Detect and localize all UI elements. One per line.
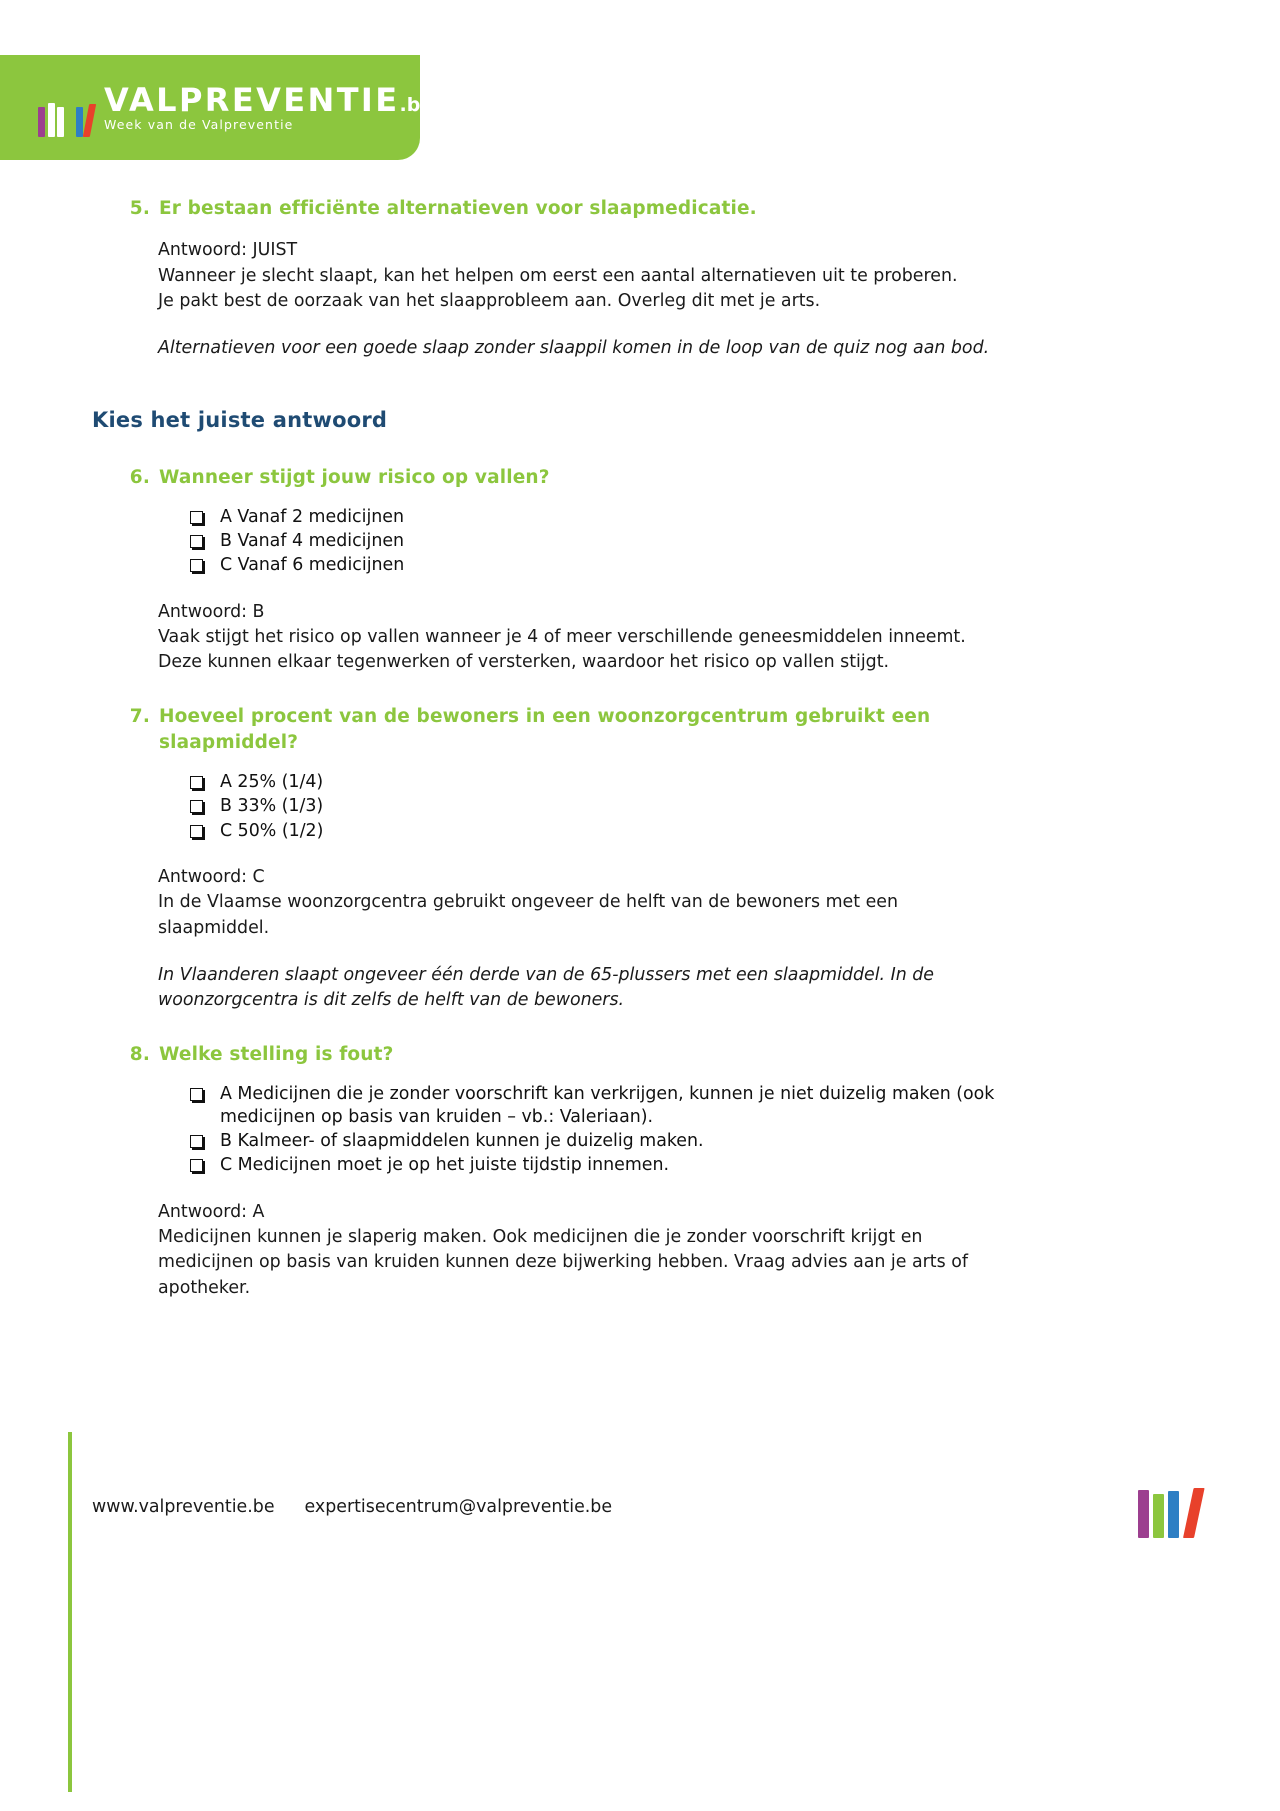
option-label: A Vanaf 2 medicijnen <box>220 507 405 528</box>
question-5-body-line-1: Wanneer je slecht slaapt, kan het helpen om eerst een aantal alternatieven uit te proberen. <box>158 265 958 286</box>
option-row[interactable] <box>190 554 1280 577</box>
question-6-body-line-1: Vaak stijgt het risico op vallen wanneer je 4 of meer verschillende geneesmiddelen inneemt. <box>158 626 966 647</box>
footer-email-link[interactable]: expertisecentrum@valpreventie.be <box>304 1497 613 1517</box>
checkbox-icon[interactable] <box>190 776 203 789</box>
question-7-heading <box>127 704 1280 757</box>
header-green-banner <box>0 55 434 160</box>
checkbox-icon[interactable] <box>190 535 203 548</box>
checkbox-icon[interactable] <box>190 559 203 572</box>
question-5-body-line-2: Je pakt best de oorzaak van het slaapprobleem aan. Overleg dit met je arts. <box>158 291 821 312</box>
logo-tld: .be <box>399 94 434 116</box>
question-7-body-line-1: In de Vlaamse woonzorgcentra gebruikt ongeveer de helft van de bewoners met een slaapmiddel. <box>158 892 899 938</box>
question-8-options <box>190 1083 1280 1178</box>
question-6-heading <box>127 465 1280 491</box>
question-7-answer: Antwoord: C <box>158 866 265 887</box>
option-label: C Vanaf 6 medicijnen <box>220 555 405 576</box>
question-7 <box>0 704 1280 1014</box>
question-5-title: Er bestaan efficiënte alternatieven voor slaapmedicatie. <box>159 198 757 219</box>
question-6 <box>0 465 1280 676</box>
question-8-title: Welke stelling is fout? <box>159 1043 394 1065</box>
option-row[interactable] <box>190 795 1280 818</box>
checkbox-icon[interactable] <box>190 511 203 524</box>
checkbox-icon[interactable] <box>190 1135 203 1148</box>
option-label: A Medicijnen die je zonder voorschrift kan verkrijgen, kunnen je niet duizelig maken (ook medicijnen op basis van kruiden – vb.: Valeriaan). <box>220 1084 995 1128</box>
question-8 <box>0 1042 1280 1301</box>
question-7-title: Hoeveel procent van de bewoners in een woonzorgcentrum gebruikt een slaapmiddel? <box>159 705 931 754</box>
footer-books-icon <box>1138 1482 1198 1538</box>
option-row[interactable] <box>190 1130 1280 1153</box>
option-label: B Kalmeer- of slaapmiddelen kunnen je duizelig maken. <box>220 1131 704 1152</box>
question-5-heading <box>127 196 1280 222</box>
option-label: B 33% (1/3) <box>220 796 324 817</box>
question-7-note: In Vlaanderen slaapt ongeveer één derde van de 65-plussers met een slaapmiddel. In de woonzorgcentra is dit zelfs de helft van de bewoners. <box>158 964 934 1011</box>
logo-wordmark-text: VALPREVENTIE <box>104 81 400 119</box>
option-row[interactable] <box>190 1154 1280 1177</box>
question-5-answer: Antwoord: JUIST <box>158 240 298 261</box>
footer-contact <box>92 1497 612 1517</box>
question-5-note: Alternatieven voor een goede slaap zonder slaappil komen in de loop van de quiz nog aan bod. <box>158 338 990 359</box>
question-8-number: 8. <box>129 1043 150 1065</box>
footer-accent-rule <box>68 1432 72 1792</box>
question-8-heading <box>127 1042 1280 1068</box>
option-label: C Medicijnen moet je op het juiste tijdstip innemen. <box>220 1155 670 1176</box>
checkbox-icon[interactable] <box>190 1088 203 1101</box>
question-6-answer: Antwoord: B <box>158 601 265 622</box>
question-7-number: 7. <box>129 705 150 727</box>
question-8-answer: Antwoord: A <box>158 1201 265 1222</box>
valpreventie-logo <box>38 82 433 137</box>
question-7-options <box>190 771 1280 842</box>
logo-wordmark <box>104 81 433 119</box>
footer-website-link[interactable]: www.valpreventie.be <box>92 1497 275 1517</box>
logo-tagline: Week van de Valpreventie <box>104 117 294 132</box>
books-icon <box>38 97 95 137</box>
checkbox-icon[interactable] <box>190 1159 203 1172</box>
question-6-number: 6. <box>129 466 150 488</box>
question-6-body-line-2: Deze kunnen elkaar tegenwerken of versterken, waardoor het risico op vallen stijgt. <box>158 652 890 673</box>
question-5 <box>0 196 1280 362</box>
checkbox-icon[interactable] <box>190 825 203 838</box>
question-6-title: Wanneer stijgt jouw risico op vallen? <box>159 466 550 488</box>
question-5-number: 5. <box>129 198 150 219</box>
option-row[interactable] <box>190 506 1280 529</box>
question-6-options <box>190 506 1280 577</box>
checkbox-icon[interactable] <box>190 800 203 813</box>
option-row[interactable] <box>190 1083 1280 1129</box>
option-row[interactable] <box>190 820 1280 843</box>
option-label: C 50% (1/2) <box>220 820 324 841</box>
option-row[interactable] <box>190 771 1280 794</box>
section-title-choose-answer: Kies het juiste antwoord <box>92 407 388 432</box>
option-label: B Vanaf 4 medicijnen <box>220 531 405 552</box>
question-8-body-line-1: Medicijnen kunnen je slaperig maken. Ook medicijnen die je zonder voorschrift krijgt en medicijnen op basis van kruiden kunnen deze bijwerking hebben. Vraag advies aan je arts of apotheker. <box>158 1227 968 1298</box>
option-label: A 25% (1/4) <box>220 772 324 793</box>
document-body <box>0 196 1280 1301</box>
option-row[interactable] <box>190 530 1280 553</box>
